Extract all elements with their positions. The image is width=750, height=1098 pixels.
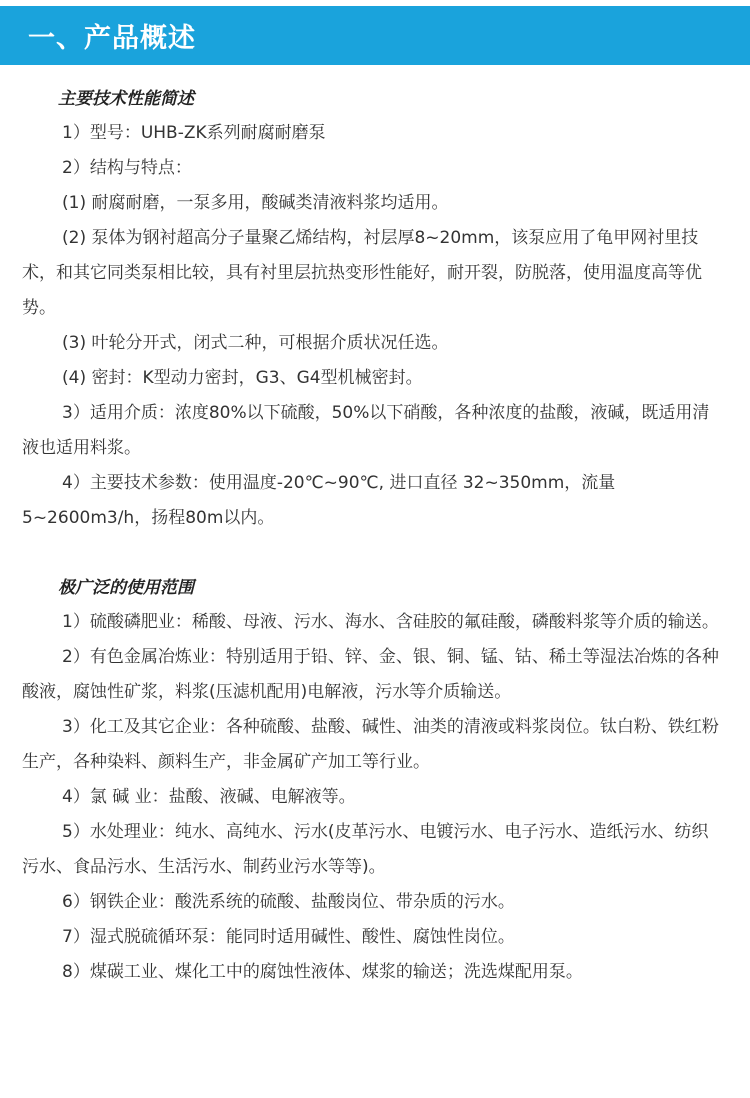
application-item: 3）化工及其它企业：各种硫酸、盐酸、碱性、油类的清液或料浆岗位。钛白粉、铁红粉生产，各种染料、颜料生产，非金属矿产加工等行业。 xyxy=(22,717,719,772)
spec-structure-3: (3) 叶轮分开式，闭式二种，可根据介质状况任选。 xyxy=(62,333,449,353)
application-item: 6）钢铁企业：酸洗系统的硫酸、盐酸岗位、带杂质的污水。 xyxy=(62,892,515,912)
document-body xyxy=(22,82,722,990)
spec-structure-4: (4) 密封：K型动力密封，G3、G4型机械密封。 xyxy=(62,368,423,388)
spec-model: 1）型号：UHB-ZK系列耐腐耐磨泵 xyxy=(62,123,326,143)
spec-parameters: 4）主要技术参数：使用温度-20℃~90℃, 进口直径 32~350mm，流量5~2600m3/h，扬程80m以内。 xyxy=(22,473,616,528)
section-heading-applications: 极广泛的使用范围 xyxy=(58,578,194,598)
section-heading-performance: 主要技术性能简述 xyxy=(58,89,194,109)
spec-structure-1: (1) 耐腐耐磨，一泵多用，酸碱类清液料浆均适用。 xyxy=(62,193,449,213)
spec-media: 3）适用介质：浓度80%以下硫酸，50%以下硝酸，各种浓度的盐酸，液碱，既适用清液也适用料浆。 xyxy=(22,403,710,458)
spec-structure-title: 2）结构与特点： xyxy=(62,158,192,178)
application-item: 1）硫酸磷肥业：稀酸、母液、污水、海水、含硅胶的氟硅酸，磷酸料浆等介质的输送。 xyxy=(62,612,719,632)
application-item: 8）煤碳工业、煤化工中的腐蚀性液体、煤浆的输送；洗选煤配用泵。 xyxy=(62,962,583,982)
application-item: 7）湿式脱硫循环泵：能同时适用碱性、酸性、腐蚀性岗位。 xyxy=(62,927,515,947)
application-item: 2）有色金属冶炼业：特别适用于铅、锌、金、银、铜、锰、钴、稀土等湿法冶炼的各种酸液，腐蚀性矿浆，料浆(压滤机配用)电解液，污水等介质输送。 xyxy=(22,647,719,702)
application-item: 4）氯 碱 业：盐酸、液碱、电解液等。 xyxy=(62,787,356,807)
page-title: 一、产品概述 xyxy=(28,23,196,54)
spec-structure-2: (2) 泵体为钢衬超高分子量聚乙烯结构，衬层厚8~20mm，该泵应用了龟甲网衬里技术，和其它同类泵相比较，具有衬里层抗热变形性能好，耐开裂，防脱落，使用温度高等优势。 xyxy=(22,228,702,318)
section-spacer xyxy=(22,536,722,571)
section-header-bar xyxy=(0,6,750,65)
application-item: 5）水处理业：纯水、高纯水、污水(皮革污水、电镀污水、电子污水、造纸污水、纺织污水、食品污水、生活污水、制药业污水等等)。 xyxy=(22,822,709,877)
